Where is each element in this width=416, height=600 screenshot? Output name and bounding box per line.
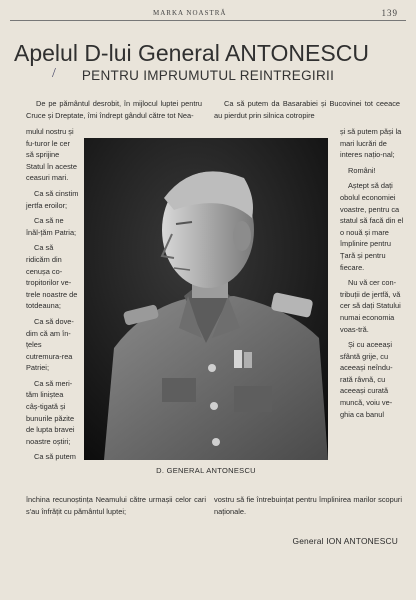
- signature: General ION ANTONESCU: [292, 536, 398, 546]
- right-paragraph: Aștept să dați obolul economiei voastre, pentru ca statul să facă din el o nouă și mare împlinire pentru Țară și pentru fiecare.: [340, 181, 404, 272]
- right-paragraph: Și cu aceeași sfântă grije, cu aceeași neîndu-rată râvnă, cu aceeași curată muncă, voiu ve-ghia ca banul: [340, 340, 393, 419]
- portrait-illustration: [84, 138, 328, 460]
- portrait-photo: [84, 138, 328, 460]
- left-column: [26, 126, 79, 467]
- left-paragraph: Ca să ne înăl-țăm Patria;: [26, 216, 77, 237]
- page-number: 139: [381, 8, 398, 18]
- footer-right-paragraph: vostru să fie întrebuințat pentru împlinirea marilor scopuri naționale.: [214, 495, 402, 516]
- intro-right-paragraph: Ca să putem da Basarabiei și Bucovinei tot ceeace au pierdut prin silnica cotropire: [214, 99, 400, 120]
- intro-left-paragraph: De pe pământul desrobit, în mijlocul luptei pentru Cruce și Dreptate, îmi îndrept gândul către tot Nea-: [26, 99, 202, 120]
- left-paragraph: Ca să cinstim jertfa eroilor;: [26, 188, 79, 210]
- left-paragraph: Ca să meri-tăm liniștea câș-tigată și bunurile păzite de lupta bravei noastre oștiri;: [26, 378, 75, 446]
- right-paragraph: și să putem păși la mari lucrări de interes națio-nal;: [340, 127, 402, 160]
- magazine-name: MARKA NOASTRĂ: [153, 9, 227, 17]
- pen-mark: /: [52, 66, 56, 81]
- footer-left-paragraph: închina recunoștința Neamului către urmașii celor cari s'au înfrățit cu pământul luptei;: [26, 495, 206, 516]
- right-paragraph: Români!: [348, 165, 376, 175]
- header-rule: [10, 20, 406, 21]
- left-paragraph: Ca să dove-dim că am în-țeles cutremura-rea Patriei;: [26, 316, 74, 373]
- left-paragraph: Ca să putem: [34, 452, 76, 462]
- article-title: Apelul D-lui General ANTONESCU: [14, 40, 369, 66]
- article-subtitle: PENTRU IMPRUMUTUL REINTREGIRII: [81, 68, 335, 83]
- photo-caption: D. GENERAL ANTONESCU: [156, 466, 256, 475]
- left-paragraph: mulul nostru și fu-turor le cer să sprijine Statul în aceste ceasuri mari.: [26, 127, 77, 183]
- right-paragraph: Nu vă cer con-tribuții de jertfă, vă cer să dați Statului numai economia voas-tră.: [340, 278, 401, 334]
- right-column: [340, 126, 404, 424]
- left-paragraph: Ca să ridicăm din cenușa co-tropitorilor ve-trele noastre de totdeauna;: [26, 243, 78, 311]
